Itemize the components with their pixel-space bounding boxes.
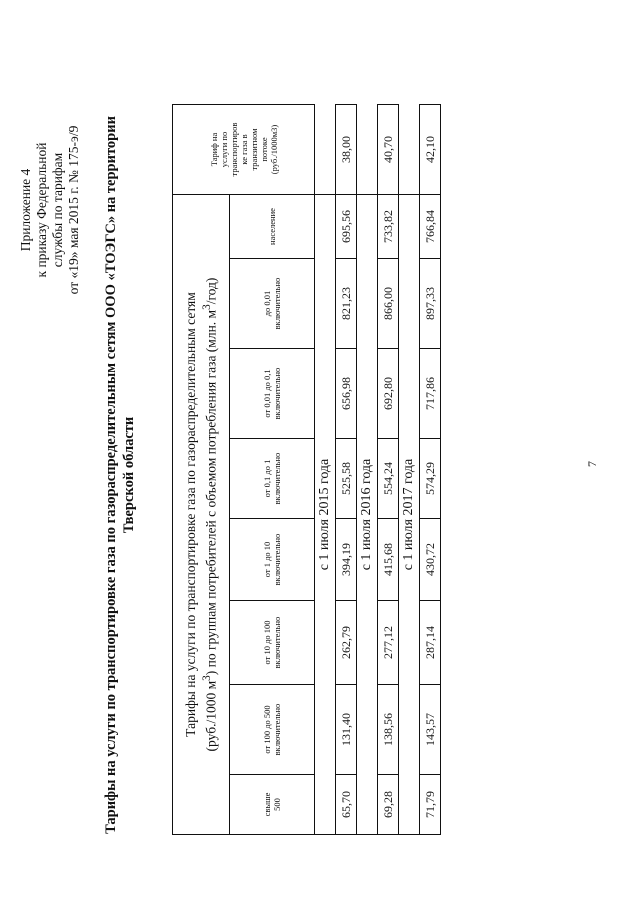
main-header-line-1: Тарифы на услуги по транспортировке газа по газораспределительным сетям (183, 292, 199, 737)
blank-cell (315, 105, 336, 195)
appendix-block (18, 85, 82, 335)
tariff-value: 394,19 (336, 519, 357, 601)
table-row (378, 105, 399, 835)
period-row (357, 105, 378, 835)
period-label: с 1 июля 2015 года (315, 195, 336, 835)
table-row (336, 105, 357, 835)
tariff-value: 65,70 (336, 775, 357, 835)
group-header (230, 601, 315, 685)
transit-header-line: транзитном (248, 128, 259, 171)
main-header-sup: 3 (201, 304, 214, 310)
group-header-line: 500 (272, 798, 282, 811)
tariff-value: 415,68 (378, 519, 399, 601)
group-header-line: от 0,01 до 0,1 (262, 369, 272, 418)
blank-cell (357, 105, 378, 195)
appendix-line: к приказу Федеральной (34, 142, 49, 278)
group-header (230, 439, 315, 519)
title-line-2: Тверской области (121, 416, 137, 534)
group-header (230, 259, 315, 349)
group-header (230, 775, 315, 835)
period-label: с 1 июля 2016 года (357, 195, 378, 835)
group-header-line: от 0,1 до 1 (262, 459, 272, 498)
tariff-value: 897,33 (420, 259, 441, 349)
tariff-value: 287,14 (420, 601, 441, 685)
appendix-line: службы по тарифам (50, 152, 65, 268)
transit-header-line: Тариф на (208, 132, 219, 167)
period-row (399, 105, 420, 835)
transit-header-line: (руб./1000м3) (268, 124, 279, 175)
group-header-line: свыше (262, 792, 272, 817)
tariff-value: 71,79 (420, 775, 441, 835)
tariff-value: 717,86 (420, 349, 441, 439)
transit-header-line: услуги по (218, 131, 229, 168)
transit-value: 40,70 (378, 105, 399, 195)
main-header-line-2 (199, 197, 220, 832)
tariff-value: 574,29 (420, 439, 441, 519)
blank-cell (399, 105, 420, 195)
appendix-line: Приложение 4 (18, 168, 33, 252)
group-header-line: включительно (272, 616, 282, 669)
tariff-value: 866,00 (378, 259, 399, 349)
tariff-table (172, 104, 441, 835)
group-header-line: включительно (272, 367, 282, 420)
tariff-value: 262,79 (336, 601, 357, 685)
tariff-value: 766,84 (420, 195, 441, 259)
group-header-line: до 0,01 (262, 290, 272, 317)
group-header (230, 349, 315, 439)
tariff-main-header (173, 195, 230, 835)
group-header-line: от 100 до 500 (262, 705, 272, 754)
group-header (230, 195, 315, 259)
group-header-line: население (267, 208, 277, 245)
tariff-value: 733,82 (378, 195, 399, 259)
group-header-line: от 1 до 10 (262, 541, 272, 578)
document-title (102, 105, 138, 845)
main-header-text: ) по группам потребителей с объемом потребления газа (млн. м (203, 309, 219, 676)
period-label: с 1 июля 2017 года (399, 195, 420, 835)
title-line-1: Тарифы на услуги по транспортировке газа по газораспределительным сетям ООО «ТОЭГС» на территории (103, 116, 119, 834)
group-header (230, 519, 315, 601)
main-header-sup: 3 (201, 675, 214, 681)
transit-header-line: потоке (258, 137, 269, 162)
page-number: 7 (585, 461, 599, 467)
main-header-text: (руб./1000 м (203, 680, 219, 752)
tariff-value: 692,80 (378, 349, 399, 439)
group-header-line: включительно (272, 277, 282, 330)
tariff-value: 656,98 (336, 349, 357, 439)
main-header-text: /год) (203, 277, 219, 305)
transit-tariff-header (173, 105, 315, 195)
group-header-line: от 10 до 100 (262, 620, 272, 665)
tariff-value: 131,40 (336, 685, 357, 775)
tariff-value: 554,24 (378, 439, 399, 519)
tariff-value: 277,12 (378, 601, 399, 685)
transit-value: 38,00 (336, 105, 357, 195)
group-header-line: включительно (272, 452, 282, 505)
table-row (420, 105, 441, 835)
tariff-value: 69,28 (378, 775, 399, 835)
tariff-value: 695,56 (336, 195, 357, 259)
tariff-value: 138,56 (378, 685, 399, 775)
group-header-line: включительно (272, 703, 282, 756)
appendix-line: от «19» мая 2015 г. № 175-э/9 (66, 125, 81, 295)
group-header (230, 685, 315, 775)
tariff-value: 430,72 (420, 519, 441, 601)
tariff-value: 143,57 (420, 685, 441, 775)
transit-header-line: транспортиров (228, 122, 239, 177)
group-header-line: включительно (272, 533, 282, 586)
tariff-value: 821,23 (336, 259, 357, 349)
transit-value: 42,10 (420, 105, 441, 195)
tariff-value: 525,58 (336, 439, 357, 519)
period-row (315, 105, 336, 835)
transit-header-line: ке газа в (238, 134, 249, 165)
